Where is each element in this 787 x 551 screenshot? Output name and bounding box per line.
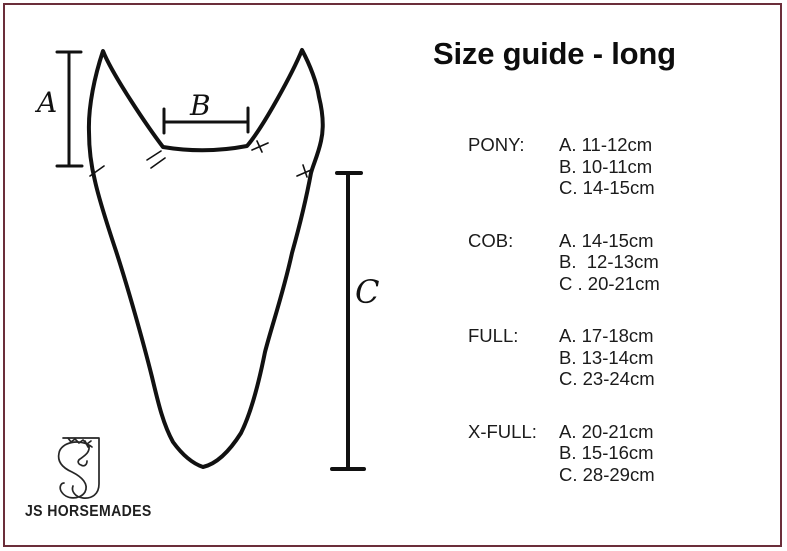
monogram-s-stroke: [59, 442, 92, 498]
monogram-horse-head-stroke: [78, 441, 89, 466]
measurement-row-c: C. 28-29cm: [559, 463, 655, 485]
size-group-pony: [468, 134, 758, 199]
size-measurements: [559, 325, 758, 390]
page-title: Size guide - long: [433, 36, 676, 71]
measurement-row-a: A. 20-21cm: [559, 420, 654, 442]
measurement-row-b: B. 15-16cm: [559, 442, 654, 463]
size-name: PONY:: [468, 134, 525, 155]
measurement-row-a: A. 17-18cm: [559, 325, 654, 346]
measurement-row-b: B. 13-14cm: [559, 346, 654, 368]
monogram-j-stroke: [63, 438, 99, 498]
measurement-row-b: B. 10-11cm: [559, 155, 653, 177]
measure-c: [332, 173, 379, 469]
sketch-hatch-marks: [90, 141, 311, 177]
measure-b: [164, 89, 248, 133]
size-group-x-full: [468, 421, 758, 486]
measure-a-line: [57, 52, 82, 166]
measure-a-label: A: [37, 86, 58, 119]
measurement-row-c: C . 20-21cm: [559, 272, 660, 294]
size-group-cob: [468, 230, 758, 295]
measure-c-label: C: [355, 273, 380, 311]
size-measurements: [559, 134, 758, 199]
size-table: [468, 134, 758, 516]
brand-logo-text: JS HORSEMADES: [25, 503, 152, 520]
size-name: FULL:: [468, 325, 519, 346]
size-group-full: [468, 325, 758, 390]
brand-monogram-icon: [59, 438, 99, 498]
measurement-row-c: C. 23-24cm: [559, 368, 655, 389]
size-measurements: [559, 230, 758, 295]
measure-c-line: [332, 173, 364, 469]
size-measurements: [559, 421, 758, 486]
measurement-row-a: A. 14-15cm: [559, 229, 654, 251]
size-name: COB:: [468, 229, 514, 251]
measurement-row-a: A. 11-12cm: [559, 134, 653, 155]
measurement-row-c: C. 14-15cm: [559, 177, 655, 198]
measurement-row-b: B. 12-13cm: [559, 251, 659, 272]
size-name: X-FULL:: [468, 420, 537, 442]
measure-a: [34, 52, 82, 166]
measure-b-label: B: [190, 89, 211, 122]
